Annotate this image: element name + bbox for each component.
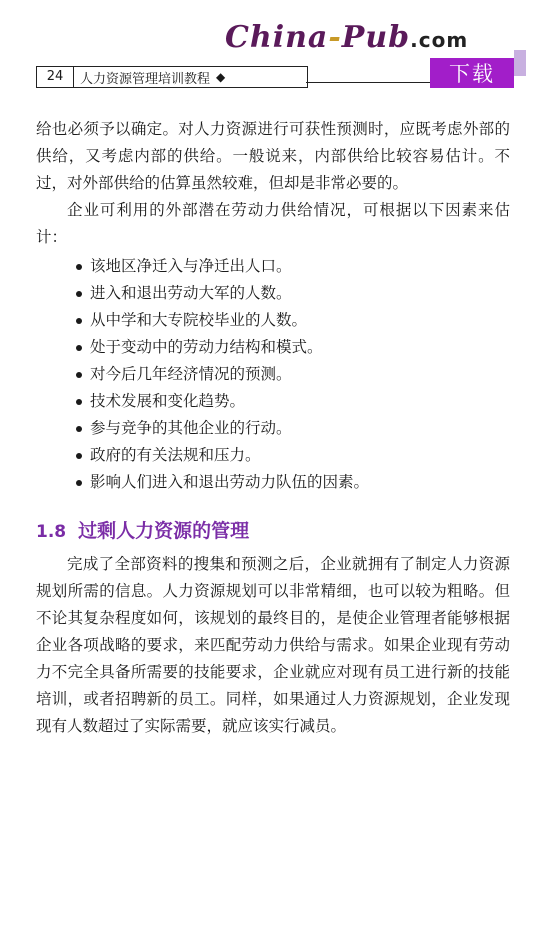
watermark-suffix: .com [410,28,469,52]
list-item [76,334,510,361]
section-heading [36,516,510,543]
page-header [0,0,544,100]
section-number: 1.8 [36,522,67,542]
list-item-text: 处于变动中的劳动力结构和模式。 [90,338,323,356]
paragraph-2: 企业可利用的外部潜在劳动力供给情况，可根据以下因素来估计： [36,201,510,246]
running-head [36,66,308,88]
bullet-icon [76,291,82,297]
section-title: 过剩人力资源的管理 [78,520,250,542]
download-button[interactable]: 下载 [430,58,514,88]
watermark-part2: Pub [341,20,411,55]
bullet-icon [76,372,82,378]
page-number: 24 [37,67,74,87]
list-item-text: 该地区净迁入与净迁出人口。 [90,257,292,275]
factor-list [36,253,510,496]
list-item-text: 参与竞争的其他企业的行动。 [90,419,292,437]
list-item [76,280,510,307]
bullet-icon [76,345,82,351]
list-item-text: 进入和退出劳动大军的人数。 [90,284,292,302]
list-item-text: 技术发展和变化趋势。 [90,392,246,410]
page-body [36,116,510,740]
list-item-text: 对今后几年经济情况的预测。 [90,365,292,383]
list-item [76,415,510,442]
paragraph-1: 给也必须予以确定。对人力资源进行可获性预测时，应既考虑外部的供给，又考虑内部的供给。一般说来，内部供给比较容易估计。不过，对外部供给的估算虽然较难，但却是非常必要的。 [36,120,510,192]
list-item-text: 政府的有关法规和压力。 [90,446,261,464]
list-item [76,469,510,496]
book-title [74,68,225,87]
china-pub-watermark[interactable] [225,20,468,55]
list-item-text: 从中学和大专院校毕业的人数。 [90,311,308,329]
bullet-icon [76,453,82,459]
list-item [76,361,510,388]
bullet-icon [76,480,82,486]
list-item [76,253,510,280]
bullet-icon [76,264,82,270]
watermark-part1: China [225,20,329,55]
bullet-icon [76,426,82,432]
list-item [76,388,510,415]
list-item [76,307,510,334]
bullet-icon [76,399,82,405]
bullet-icon [76,318,82,324]
diamond-icon: ◆ [216,70,226,84]
header-rule [306,82,430,83]
book-title-text: 人力资源管理培训教程 [80,71,211,87]
watermark-dash: - [328,20,342,55]
list-item-text: 影响人们进入和退出劳动力队伍的因素。 [90,473,370,491]
paragraph-3: 完成了全部资料的搜集和预测之后，企业就拥有了制定人力资源规划所需的信息。人力资源规划可以非常精细，也可以较为粗略。但不论其复杂程度如何，该规划的最终目的，是使企业管理者能够根据企业各项战略的要求，来匹配劳动力供给与需求。如果企业现有劳动力不完全具备所需要的技能要求，企业就应对现有员工进行新的技能培训，或者招聘新的员工。同样，如果通过人力资源规划，企业发现现有人数超过了实际需要，就应该实行减员。 [36,555,510,735]
list-item [76,442,510,469]
